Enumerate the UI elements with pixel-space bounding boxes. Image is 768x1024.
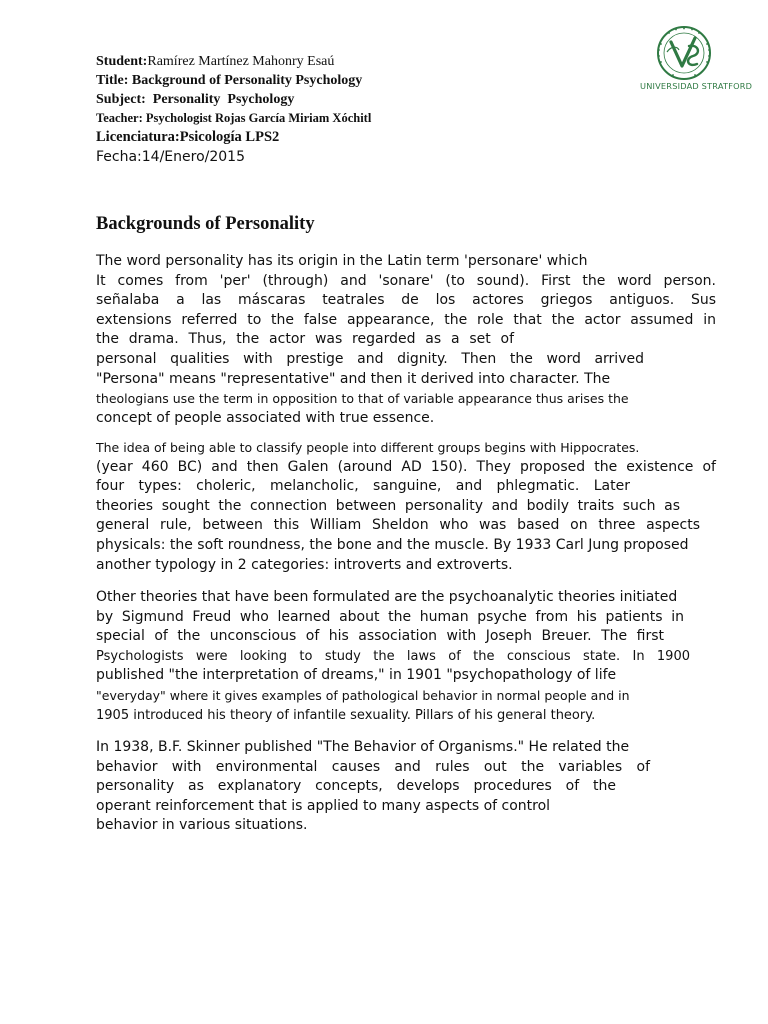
teacher-line — [96, 109, 566, 128]
paragraph-line: by Sigmund Freud who learned about the human psyche from his patients in — [96, 608, 684, 625]
paragraph-line: 1905 introduced his theory of infantile sexuality. Pillars of his general theory. — [96, 707, 596, 723]
paragraph-line: four types: choleric, melancholic, sanguine, and phlegmatic. Later — [96, 478, 630, 495]
licenciatura-line — [96, 128, 566, 147]
university-logo — [640, 24, 753, 94]
paragraph-line: In 1938, B.F. Skinner published "The Behavior of Organisms." He related the — [96, 739, 630, 755]
paragraph-line: behavior in various situations. — [96, 817, 308, 834]
subject-line — [96, 90, 566, 109]
paragraph-line: operant reinforcement that is applied to many aspects of control — [96, 797, 551, 814]
title-value: Background of Personality Psychology — [128, 73, 363, 88]
teacher-label: Teacher: — [96, 111, 143, 125]
paragraph-line: señalaba a las máscaras teatrales de los actores griegos antiguos. Sus — [96, 292, 716, 309]
paragraph-origin — [96, 252, 716, 428]
paragraph-line: personality as explanatory concepts, develops procedures of the — [96, 778, 616, 795]
paragraph-line: "Persona" means "representative" and then it derived into character. The — [96, 370, 611, 387]
teacher-value: Psychologist Rojas García Miriam Xóchitl — [142, 111, 372, 125]
subject-value: Personality Psychology — [145, 92, 295, 107]
paragraph-line: Psychologists were looking to study the laws of the conscious state. In 1900 — [96, 648, 690, 664]
student-label: Student: — [96, 54, 148, 69]
paragraph-line: Other theories that have been formulated are the psychoanalytic theories initiated — [96, 589, 678, 605]
fecha-line: Fecha:14/Enero/2015 — [96, 149, 245, 165]
paragraph-line: general rule, between this William Sheldon who was based on three aspects — [96, 517, 700, 534]
paragraph-line: the drama. Thus, the actor was regarded as a set of — [96, 331, 514, 348]
paragraph-line: The word personality has its origin in the Latin term 'personare' which — [96, 253, 588, 269]
paragraph-line: extensions referred to the false appearance, the role that the actor assumed in — [96, 311, 716, 328]
paragraph-skinner — [96, 738, 716, 836]
subject-label: Subject: — [96, 92, 146, 107]
paragraph-line: theories sought the connection between personality and bodily traits such as — [96, 497, 680, 514]
document-header — [96, 52, 566, 166]
paragraph-line: The idea of being able to classify people into different groups begins with Hippocrates. — [96, 440, 640, 455]
paragraph-line: (year 460 BC) and then Galen (around AD 150). They proposed the existence of — [96, 458, 716, 475]
student-name: Ramírez Martínez Mahonry Esaú — [147, 54, 335, 69]
paragraph-line: behavior with environmental causes and rules out the variables of — [96, 758, 650, 775]
university-name: UNIVERSIDAD STRATFORD — [640, 81, 753, 91]
title-label: Title: — [96, 73, 129, 88]
paragraph-psychoanalytic — [96, 588, 716, 725]
student-line — [96, 52, 566, 71]
section-heading: Backgrounds of Personality — [96, 214, 315, 234]
paragraph-line: special of the unconscious of his association with Joseph Breuer. The first — [96, 628, 664, 645]
paragraph-line: published "the interpretation of dreams," in 1901 "psychopathology of life — [96, 667, 617, 684]
paragraph-classification — [96, 438, 716, 575]
title-line — [96, 71, 566, 90]
university-seal-icon — [649, 24, 719, 82]
paragraph-line: concept of people associated with true essence. — [96, 409, 435, 426]
paragraph-line: It comes from 'per' (through) and 'sonare' (to sound). First the word person. — [96, 272, 716, 289]
licenciatura-value: Psicología LPS2 — [179, 129, 280, 145]
paragraph-line: another typology in 2 categories: introverts and extroverts. — [96, 556, 513, 573]
paragraph-line: physicals: the soft roundness, the bone and the muscle. By 1933 Carl Jung proposed — [96, 536, 689, 553]
paragraph-line: theologians use the term in opposition to that of variable appearance thus arises the — [96, 391, 629, 407]
paragraph-line: personal qualities with prestige and dignity. Then the word arrived — [96, 350, 644, 367]
licenciatura-label: Licenciatura: — [96, 129, 180, 145]
paragraph-line: "everyday" where it gives examples of pathological behavior in normal people and in — [96, 687, 630, 703]
